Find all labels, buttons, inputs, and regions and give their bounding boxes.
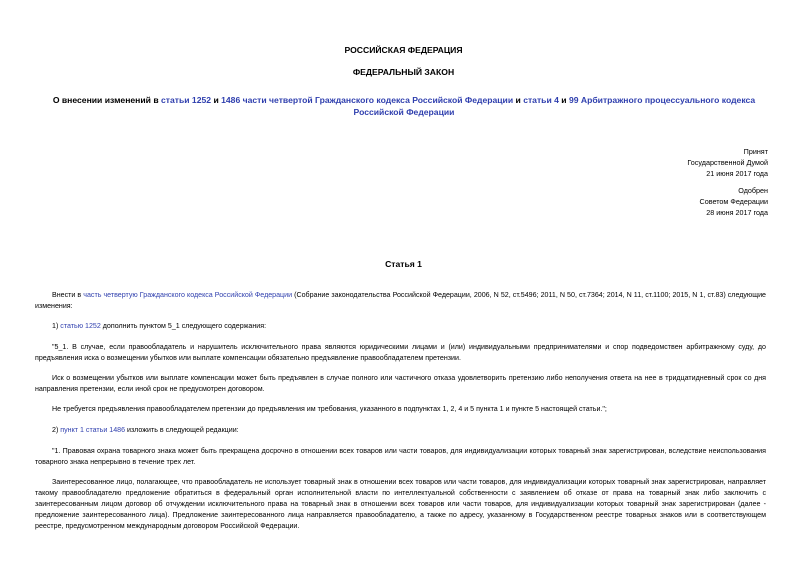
item-2-prefix: 2) [52,426,61,434]
item-1-paragraph [35,321,766,332]
intro-text-1: Внести в [52,291,84,299]
item-1-text: дополнить пунктом 5_1 следующего содержания: [100,322,267,330]
paragraph-interested-party: Заинтересованное лицо, полагающее, что правообладатель не использует товарный знак в отношении всех товаров или части товаров, для индивидуализации которых товарный знак зарегистрирован, направляет такому правообладателю предложение обратиться в федеральный орган исполнительной власти по интеллектуальной собственности с заявлением об отказе от права на товарный знак либо заключить с заинтересованным лицом договор об отчуждении исключительного права на товарный знак в отношении всех товаров или части товаров, для индивидуализации которых товарный знак зарегистрирован (далее - предложение заинтересованного лица). Предложение заинтересованного лица направляется правообладателю, а также по адресу, указанному в Государственном реестре товарных знаков или в соответствующем реестре, предусмотренном международным договором Российской Федерации. [35,478,766,530]
intro-text-2: (Собрание законодательства Российской Федерации, 2006, N 52, ст.5496; 2011, N 50, ст.7364; 2014, N 11, ст.1100; 2015, N 1, ст.83) следующие изменения: [35,291,766,310]
title-text-3: и [513,95,524,105]
link-article-1486-item[interactable]: пункт 1 статьи 1486 [60,426,126,434]
item-1-prefix: 1) [52,322,61,330]
link-article-1486[interactable]: 1486 части четвертой Гражданского кодекса Российской Федерации [221,95,514,105]
item-2-text: изложить в следующей редакции: [125,426,239,434]
article-heading: Статья 1 [385,259,422,269]
item-2-paragraph [35,425,766,436]
adopted-date: 21 июня 2017 года [706,169,768,178]
approved-line-1: Одобрен [738,186,768,195]
link-apk-article-4[interactable]: статьи 4 [523,95,559,105]
country-heading: РОССИЙСКАЯ ФЕДЕРАЦИЯ [344,45,463,55]
title-text-4: и [558,95,569,105]
link-article-1252-item[interactable]: статью 1252 [60,322,101,330]
approved-block [528,185,768,218]
law-title [34,95,774,118]
link-civil-code-part-4[interactable]: часть четвертую Гражданского кодекса Российской Федерации [83,291,293,299]
title-text-1: О внесении изменений в [52,95,161,105]
doc-type-heading: ФЕДЕРАЛЬНЫЙ ЗАКОН [352,67,455,77]
adopted-line-2: Государственной Думой [687,158,768,167]
adopted-line-1: Принят [743,147,768,156]
approved-line-2: Советом Федерации [699,197,768,206]
title-text-2: и [211,95,222,105]
paragraph-1-early-termination: "1. Правовая охрана товарного знака может быть прекращена досрочно в отношении всех товаров или части товаров, для индивидуализации которых товарный знак зарегистрирован, вследствие неиспользования товарного знака непрерывно в течение трех лет. [35,447,766,466]
paragraph-5-1: "5_1. В случае, если правообладатель и нарушитель исключительного права являются юридическими лицами и (или) индивидуальными предпринимателями и спор подведомствен арбитражному суду, до предъявления иска о возмещении убытков или выплате компенсации обязательно предъявление правообладателем претензии. [35,343,766,362]
paragraph-claim: Иск о возмещении убытков или выплате компенсации может быть предъявлен в случае полного или частичного отказа удовлетворить претензию либо неполучения ответа на нее в тридцатидневный срок со дня направления претензии, если иной срок не предусмотрен договором. [35,374,766,393]
paragraph-not-required: Не требуется предъявления правообладателем претензии до предъявления им требования, указанного в подпунктах 1, 2, 4 и 5 пункта 1 и пункте 5 настоящей статьи."; [52,405,607,413]
link-apk-article-99[interactable]: 99 Арбитражного процессуального кодекса Российской Федерации [353,95,756,117]
approved-date: 28 июня 2017 года [706,208,768,217]
link-article-1252[interactable]: статьи 1252 [161,95,212,105]
article-intro-paragraph [35,290,766,312]
adopted-block [528,146,768,179]
